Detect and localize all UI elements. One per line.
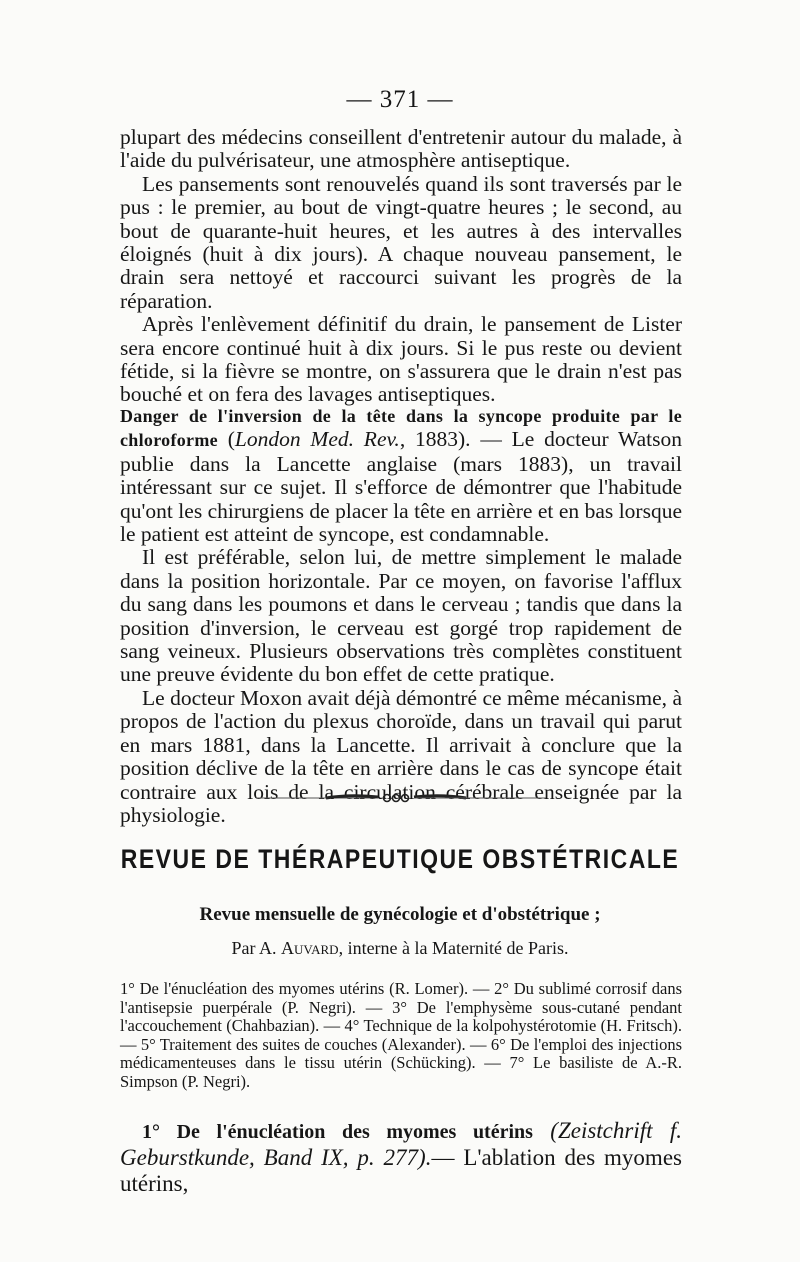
summary-text: 1° De l'énucléation des myomes utérins (R. Lomer). — 2° Du sublimé corrosif dans l'antisepsie puerpérale (P. Negri). — 3° De l'emphysème sous-cutané pendant l'accouchement (Chahbazian). — 4° Technique de la kolpohystérotomie (H. Fritsch). — 5° Traitement des suites de couches (Alexander). — 6° De l'emploi des injections médicamenteuses dans le tissu utérin (Schücking). — 7° Le basiliste de A.-R. Simpson (P. Negri). xyxy=(120,979,682,1091)
final-heading: 1° De l'énucléation des myomes utérins xyxy=(142,1121,533,1143)
danger-intro-paragraph: Danger de l'inversion de la tête dans la syncope produite par le chloroforme (London Med. Rev., 1883). — Le docteur Watson publie dans la Lancette anglaise (mars 1883), un travail intéressant sur ce sujet. Il s'efforce de démontrer que l'habitude qu'ont les chirurgiens de placer la tête en arrière et en bas lorsque le patient est atteint de syncope, est condamnable. xyxy=(120,406,682,547)
section-title: REVUE DE THÉRAPEUTIQUE OBSTÉTRICALE xyxy=(120,843,680,874)
danger-intro-text: , 1883). — Le docteur Watson publie dans la Lancette anglaise (mars 1883), un travail intéressant sur ce sujet. Il s'efforce de démontrer que l'habitude qu'ont les chirurgiens de placer la tête en arrière et en bas lorsque le patient est atteint de syncope, est condamnable. xyxy=(120,427,682,547)
danger-section xyxy=(120,404,682,827)
final-text: — L'ablation des myomes utérins, xyxy=(120,1145,682,1196)
byline-prefix: Par A. xyxy=(231,938,282,958)
paragraph: plupart des médecins conseillent d'entretenir autour du malade, à l'aide du pulvérisateur, une atmosphère antiseptique. xyxy=(120,125,682,173)
final-paragraph xyxy=(120,1118,682,1197)
summary-block xyxy=(120,980,682,1092)
page-number: — 371 — xyxy=(346,86,454,113)
paragraph: Le docteur Moxon avait déjà démontré ce même mécanisme, à propos de l'action du plexus choroïde, dans un travail qui parut en mars 1881, dans la Lancette. Il arrivait à conclure que la position déclive de la tête en arrière dans le cas de syncope était contraire aux lois de la circulation cérébrale enseignée par la physiologie. xyxy=(120,685,682,827)
final-source: (Zeistchrift f. Geburstkunde, Band IX, p. 277). xyxy=(120,1118,682,1170)
top-text-block xyxy=(120,126,682,407)
byline xyxy=(0,938,800,959)
danger-heading: Danger de l'inversion de la tête dans la syncope produite par le chloroforme xyxy=(120,406,682,451)
ornamental-divider xyxy=(256,792,546,804)
paragraph: Après l'enlèvement définitif du drain, le pansement de Lister sera encore continué huit à dix jours. Si le pus reste ou devient fétide, si la fièvre se montre, on s'assurera que le drain n'est pas bouché et on fera des lavages antiseptiques. xyxy=(120,312,682,407)
byline-author: Auvard xyxy=(281,938,339,958)
section-subtitle: Revue mensuelle de gynécologie et d'obstétrique ; xyxy=(199,904,601,925)
byline-suffix: , interne à la Maternité de Paris. xyxy=(338,938,569,958)
danger-source: London Med. Rev. xyxy=(234,427,400,452)
paragraph: Il est préférable, selon lui, de mettre simplement le malade dans la position horizontale. Par ce moyen, on favorise l'afflux du sang dans les poumons et dans le cerveau ; tandis que dans la position d'inversion, le cerveau est gorgé trop rapidement de sang veineux. Plusieurs observations très complètes constituent une preuve évidente du bon effet de cette pratique. xyxy=(120,545,682,687)
paragraph: Les pansements sont renouvelés quand ils sont traversés par le pus : le premier, au bout de vingt-quatre heures ; le second, au bout de quarante-huit heures, et les autres à des intervalles éloignés (huit à dix jours). A chaque nouveau pansement, le drain sera nettoyé et raccourci suivant les progrès de la réparation. xyxy=(120,171,682,313)
